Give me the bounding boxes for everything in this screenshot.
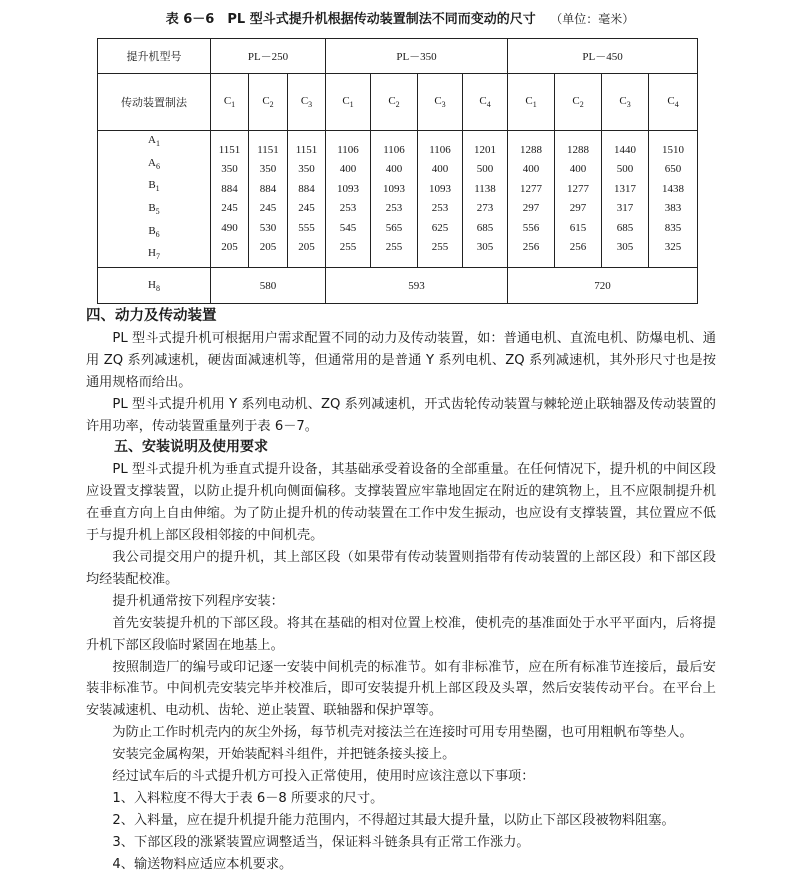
- value-cell: 1438: [662, 182, 685, 195]
- value-cell: 625: [431, 221, 449, 234]
- value-cell: 1106: [429, 143, 451, 156]
- value-cell: 255: [431, 241, 449, 254]
- h8-label: $H_8$: [98, 268, 211, 304]
- value-cell: 245: [259, 202, 277, 215]
- drive-code: $C_1$: [326, 74, 371, 131]
- h8-pl250: 580: [211, 268, 326, 304]
- value-cell: 305: [476, 241, 494, 254]
- value-cell: 400: [569, 163, 587, 176]
- value-cell: 490: [221, 221, 238, 234]
- list-item: 3、下部区段的涨紧装置应调整适当，保证料斗链条具有正常工作涨力。: [112, 834, 530, 850]
- value-cell: 253: [339, 202, 357, 215]
- drive-code: $C_1$: [211, 74, 249, 131]
- value-cell: 500: [476, 163, 494, 176]
- paragraph: 经过试车后的斗式提升机方可投入正常使用，使用时应该注意以下事项：: [112, 769, 535, 785]
- value-cell: 884: [259, 182, 277, 195]
- value-cell: 273: [476, 202, 494, 215]
- value-cell: 253: [431, 202, 449, 215]
- value-cell: 297: [569, 202, 587, 215]
- value-cell: 383: [664, 202, 682, 215]
- drive-code: $C_2$: [371, 74, 418, 131]
- value-cell: 1151: [295, 143, 318, 156]
- drive-code: $C_4$: [463, 74, 508, 131]
- value-cell: 615: [569, 221, 587, 234]
- value-cell: 1277: [567, 182, 590, 195]
- value-column: [326, 131, 371, 268]
- list-item: 4、输送物料应适应本机要求。: [112, 856, 293, 872]
- value-cell: 1106: [337, 143, 359, 156]
- value-cell: 1201: [474, 143, 497, 156]
- model-pl450: PL－450: [508, 39, 698, 74]
- model-pl250: PL－250: [211, 39, 326, 74]
- drive-code-row: [98, 74, 698, 131]
- value-cell: 1317: [614, 182, 637, 195]
- value-cell: 1106: [383, 143, 405, 156]
- value-cell: 1151: [218, 143, 241, 156]
- value-cell: 400: [385, 163, 403, 176]
- value-column: [249, 131, 288, 268]
- value-cell: 253: [385, 202, 403, 215]
- value-column: [508, 131, 555, 268]
- row-label: $A_6$: [148, 156, 160, 171]
- paragraph: 首先安装提升机的下部区段。将其在基础的相对位置上校准，使机壳的基准面处于水平平面内，后将提升机下部区段临时紧固在地基上。: [86, 615, 716, 653]
- value-column: [463, 131, 508, 268]
- value-column: [649, 131, 698, 268]
- value-cell: 555: [298, 221, 315, 234]
- value-cell: 884: [221, 182, 238, 195]
- value-cell: 650: [664, 163, 682, 176]
- value-column: [371, 131, 418, 268]
- value-column: [211, 131, 249, 268]
- list-item: 1、入料粒度不得大于表 6－8 所要求的尺寸。: [112, 790, 384, 806]
- value-cell: 256: [522, 241, 540, 254]
- value-cell: 1277: [520, 182, 543, 195]
- drive-code: $C_3$: [288, 74, 326, 131]
- value-cell: 835: [664, 221, 682, 234]
- section5-heading: 五、安装说明及使用要求: [114, 439, 268, 456]
- value-column: [602, 131, 649, 268]
- drive-code: $C_2$: [249, 74, 288, 131]
- value-cell: 565: [385, 221, 403, 234]
- dimension-table: [97, 38, 698, 304]
- value-cell: 305: [616, 241, 634, 254]
- value-cell: 1151: [257, 143, 279, 156]
- value-cell: 205: [221, 241, 238, 254]
- value-cell: 325: [664, 241, 682, 254]
- drive-code: $C_3$: [602, 74, 649, 131]
- paragraph: 我公司提交用户的提升机，其上部区段（如果带有传动装置则指带有传动装置的上部区段）和下部区段均经装配校准。: [86, 549, 716, 587]
- value-column: [288, 131, 326, 268]
- value-column: [418, 131, 463, 268]
- value-cell: 1138: [474, 182, 496, 195]
- value-cell: 317: [616, 202, 634, 215]
- value-cell: 400: [339, 163, 357, 176]
- caption-title: 表 6－6 PL 型斗式提升机根据传动装置制法不同而变动的尺寸: [165, 12, 536, 27]
- list-item: 2、入料量，应在提升机提升能力范围内，不得超过其最大提升量，以防止下部区段被物料阻塞。: [112, 812, 675, 828]
- drive-code: $C_4$: [649, 74, 698, 131]
- value-cell: 1093: [383, 182, 405, 195]
- value-cell: 545: [339, 221, 357, 234]
- drive-code: $C_3$: [418, 74, 463, 131]
- value-cell: 400: [522, 163, 540, 176]
- dimension-values-row: [98, 131, 698, 268]
- value-cell: 1288: [520, 143, 543, 156]
- dimension-labels-cell: [98, 131, 211, 268]
- paragraph: 提升机通常按下列程序安装：: [112, 593, 284, 609]
- value-cell: 500: [616, 163, 634, 176]
- table-caption: [0, 8, 800, 27]
- value-cell: 884: [298, 182, 315, 195]
- caption-unit: （单位：毫米）: [550, 12, 635, 26]
- paragraph: 按照制造厂的编号或印记逐一安装中间机壳的标准节。如有非标准节，应在所有标准节连接后，最后安装非标准节。中间机壳安装完毕并校准后，即可安装提升机上部区段及头罩，然后安装传动平台。在平台上安装减速机、电动机、齿轮、逆止装置、联轴器和保护罩等。: [86, 659, 716, 719]
- value-cell: 255: [385, 241, 403, 254]
- value-cell: 297: [522, 202, 540, 215]
- value-cell: 350: [221, 163, 238, 176]
- paragraph: 安装完金属构架，开始装配料斗组件，并把链条接头接上。: [112, 747, 456, 763]
- model-header-label: 提升机型号: [98, 39, 211, 74]
- value-cell: 1093: [337, 182, 359, 195]
- model-pl350: PL－350: [326, 39, 508, 74]
- value-column: [555, 131, 602, 268]
- paragraph: PL 型斗式提升机为垂直式提升设备，其基础承受着设备的全部重量。在任何情况下，提升机的中间区段应设置支撑装置，以防止提升机向侧面偏移。支撑装置应牢靠地固定在附近的建筑物上，且不应限制提升机在垂直方向上自由伸缩。为了防止提升机的传动装置在工作中发生振动，也应设有支撑装置，其位置应不低于与提升机上部区段相邻接的中间机壳。: [86, 462, 716, 544]
- h8-row: [98, 268, 698, 304]
- value-cell: 256: [569, 241, 587, 254]
- value-cell: 205: [298, 241, 315, 254]
- value-cell: 685: [616, 221, 634, 234]
- value-cell: 255: [339, 241, 357, 254]
- value-cell: 1093: [429, 182, 451, 195]
- paragraph: PL 型斗式提升机用 Y 系列电动机、ZQ 系列减速机，开式齿轮传动装置与棘轮逆止联轴器及传动装置的许用功率，传动装置重量列于表 6－7。: [86, 396, 716, 434]
- value-cell: 205: [259, 241, 277, 254]
- value-cell: 1288: [567, 143, 590, 156]
- value-cell: 350: [298, 163, 315, 176]
- value-cell: 685: [476, 221, 494, 234]
- value-cell: 556: [522, 221, 540, 234]
- paragraph: PL 型斗式提升机可根据用户需求配置不同的动力及传动装置，如：普通电机、直流电机、防爆电机、通用 ZQ 系列减速机，硬齿面减速机等，但通常用的是普通 Y 系列电机、ZQ 系列减速机，其外形尺寸也是按通用规格而给出。: [86, 330, 716, 390]
- h8-pl350: 593: [326, 268, 508, 304]
- drive-header-label: 传动装置制法: [98, 74, 211, 131]
- value-cell: 1440: [614, 143, 637, 156]
- paragraph: 为防止工作时机壳内的灰尘外扬，每节机壳对接法兰在连接时可用专用垫圈，也可用粗帆布等垫人。: [112, 725, 693, 741]
- drive-code: $C_1$: [508, 74, 555, 131]
- value-cell: 245: [221, 202, 238, 215]
- h8-pl450: 720: [508, 268, 698, 304]
- row-label: $B_1$: [148, 179, 160, 194]
- row-label: $A_1$: [148, 134, 160, 149]
- model-header-row: [98, 39, 698, 74]
- value-cell: 1510: [662, 143, 685, 156]
- value-cell: 400: [431, 163, 449, 176]
- row-label: $H_7$: [148, 247, 160, 262]
- row-label: $B_5$: [148, 202, 160, 217]
- value-cell: 245: [298, 202, 315, 215]
- section4-heading: 四、动力及传动装置: [86, 308, 217, 324]
- value-cell: 350: [259, 163, 277, 176]
- value-cell: 530: [259, 221, 277, 234]
- body-text: [86, 306, 716, 876]
- row-label: $B_6$: [148, 224, 160, 239]
- drive-code: $C_2$: [555, 74, 602, 131]
